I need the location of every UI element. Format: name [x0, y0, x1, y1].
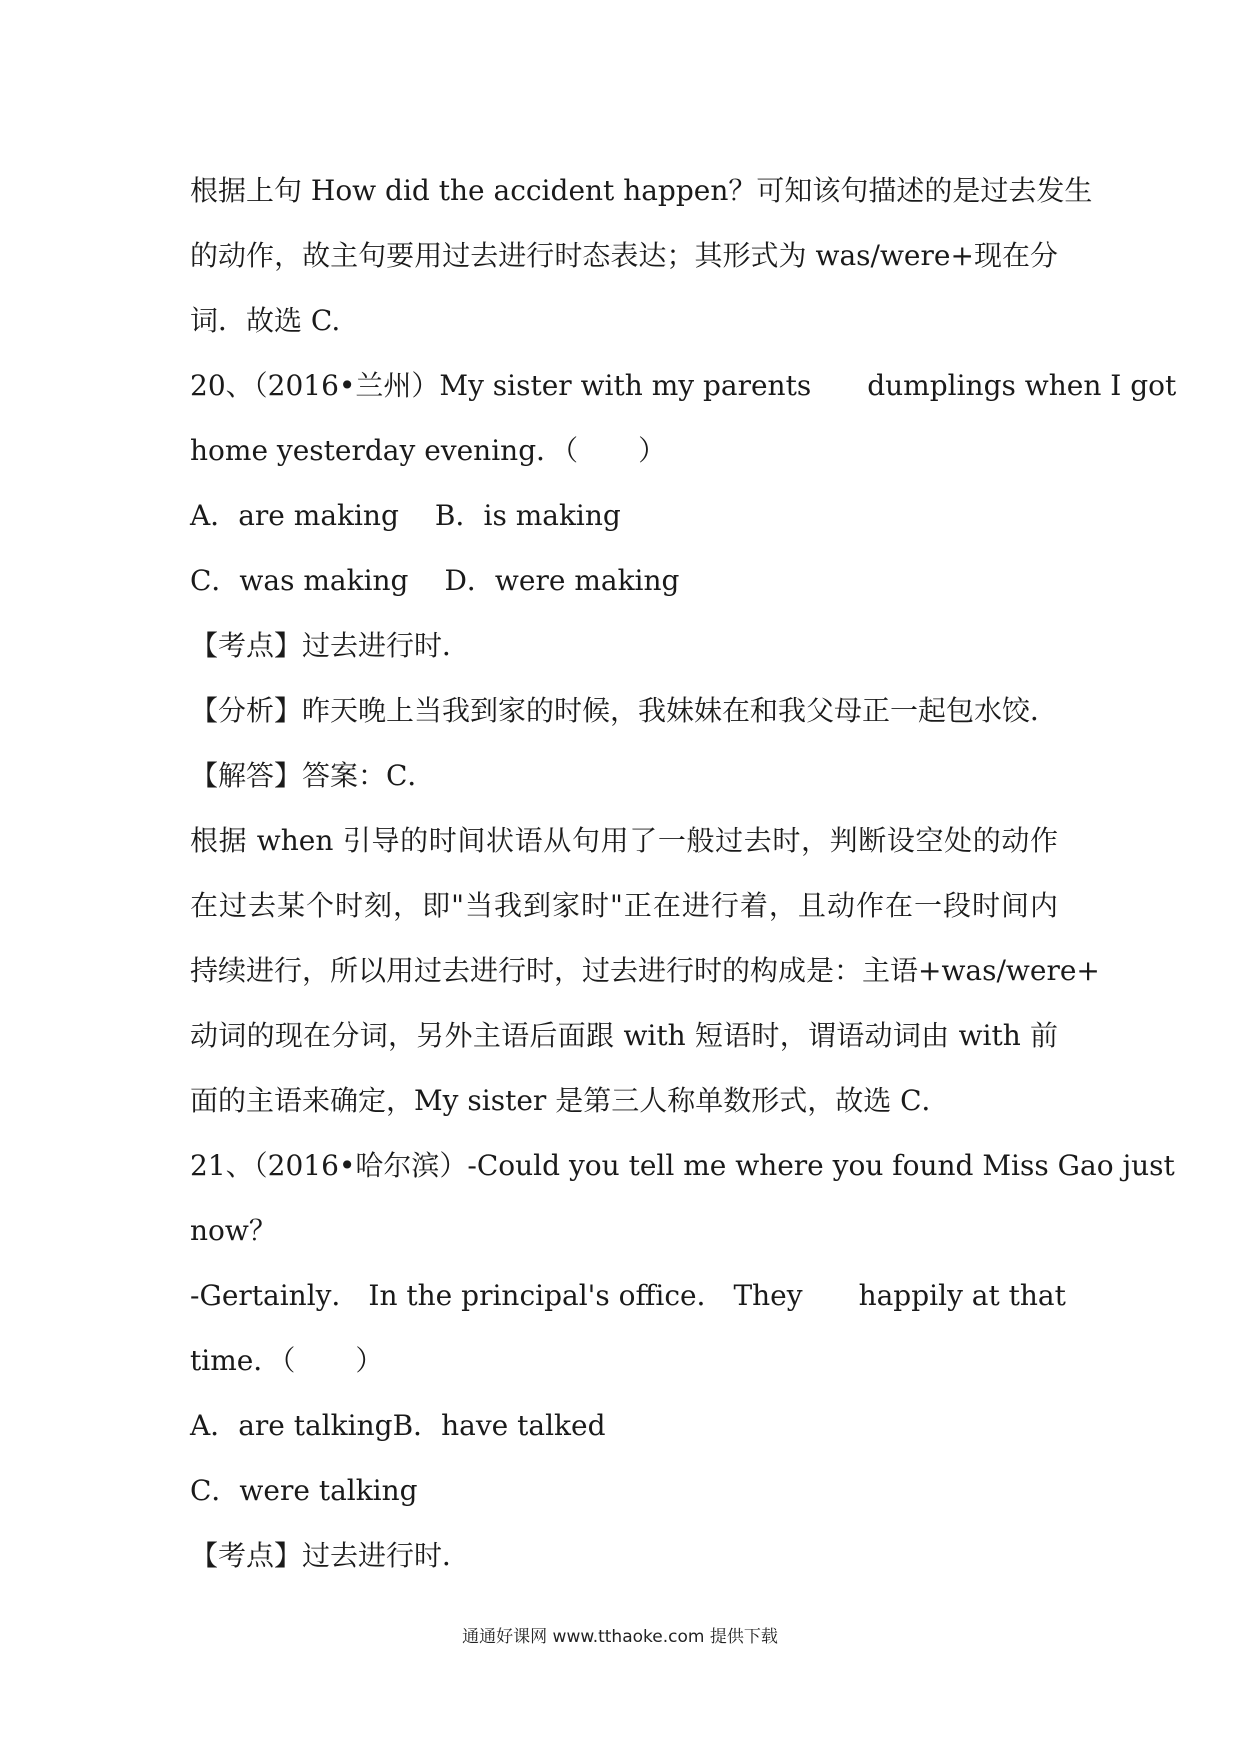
question-21-stem-line [190, 1328, 1058, 1393]
question-20-stem-part: 20、（2016•兰州）My sister with my parents [190, 369, 812, 402]
question-20-explanation-line: 面的主语来确定，My sister 是第三人称单数形式，故选 C． [190, 1084, 950, 1117]
paragraph-line: 词．故选 C. [190, 304, 341, 337]
page-footer: 通通好课网 www.tthaoke.com 提供下载 [462, 1627, 778, 1647]
question-20-explanation-line: 在过去某个时刻，即"当我到家时"正在进行着，且动作在一段时间内 [190, 889, 1058, 922]
option-b: B．have talked [392, 1409, 606, 1442]
paragraph-line: 的动作，故主句要用过去进行时态表达；其形式为 was/were+现在分 [190, 239, 1058, 272]
question-20-kaodian: 【考点】过去进行时． [190, 629, 471, 662]
question-21-stem-line: 21、（2016•哈尔滨）-Could you tell me where you found Miss Gao just [190, 1149, 1175, 1182]
question-20-explanation-line: 根据 when 引导的时间状语从句用了一般过去时，判断设空处的动作 [190, 824, 1058, 857]
question-21-stem-part: ） [355, 1344, 384, 1377]
question-21-stem-line: now？ [190, 1214, 277, 1247]
option-a: A．are making [190, 499, 399, 532]
question-20-stem-part: dumplings when I got [867, 369, 1177, 402]
question-20-stem-line [190, 353, 1177, 418]
option-b: B．is making [434, 499, 621, 532]
question-21-stem-part: time．（ [190, 1344, 296, 1377]
question-20-explanation-line: 动词的现在分词，另外主语后面跟 with 短语时，谓语动词由 with 前 [190, 1019, 1058, 1052]
option-a: A．are talking [190, 1409, 393, 1442]
document-page [190, 158, 1177, 1588]
question-21-stem-part: happily at that [858, 1279, 1066, 1312]
question-20-stem-line [190, 418, 1058, 483]
question-20-stem-part: home yesterday evening．（ [190, 434, 579, 467]
question-21-kaodian: 【考点】过去进行时． [190, 1539, 471, 1572]
question-20-stem-part: ） [638, 434, 667, 467]
question-21-options-ab [190, 1393, 1058, 1458]
question-20-fenxi: 【分析】昨天晚上当我到家的时候，我妹妹在和我父母正一起包水饺． [190, 694, 1059, 727]
question-20-jieda: 【解答】答案：C． [190, 759, 436, 792]
question-21-stem-line [190, 1263, 1066, 1328]
option-c: C．was making [190, 564, 409, 597]
option-d: D．were making [444, 564, 680, 597]
question-20-explanation-line: 持续进行，所以用过去进行时，过去进行时的构成是：主语+was/were+ [190, 954, 1100, 987]
question-20-options-cd [190, 548, 1058, 613]
question-21-stem-part: -Gertainly． In the principal's office． They [190, 1279, 803, 1312]
question-20-options-ab [190, 483, 1058, 548]
question-21-option-c: C．were talking [190, 1474, 418, 1507]
paragraph-line: 根据上句 How did the accident happen？可知该句描述的是过去发生 [190, 174, 1093, 207]
